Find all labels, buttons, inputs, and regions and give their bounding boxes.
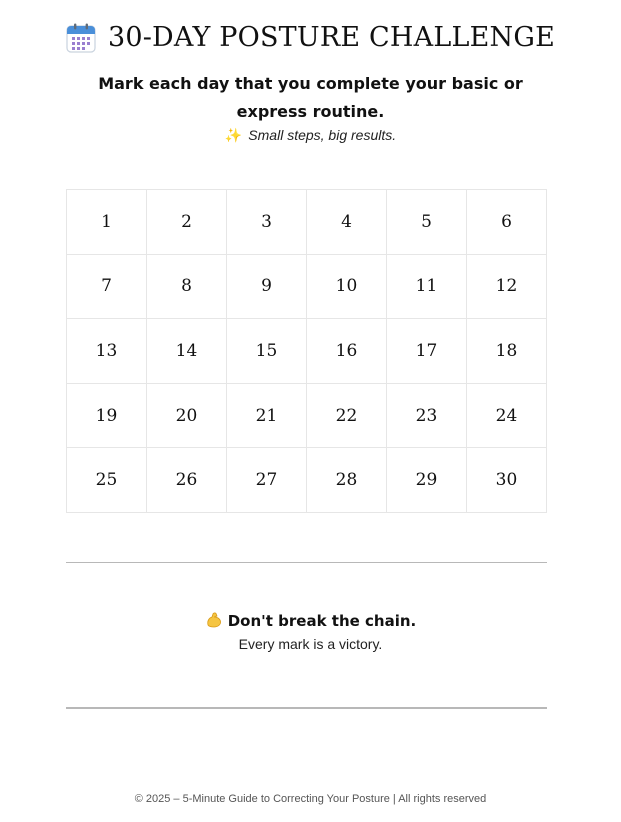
day-cell[interactable]: 21 bbox=[227, 383, 307, 448]
day-cell[interactable]: 16 bbox=[307, 319, 387, 384]
day-cell[interactable]: 4 bbox=[307, 190, 387, 255]
grid-row bbox=[67, 190, 547, 255]
page-title: 30-DAY POSTURE CHALLENGE bbox=[107, 22, 556, 53]
day-cell[interactable]: 9 bbox=[227, 254, 307, 319]
day-cell[interactable]: 13 bbox=[67, 319, 147, 384]
grid-row bbox=[67, 319, 547, 384]
day-cell[interactable]: 26 bbox=[147, 448, 227, 513]
day-tracker-grid bbox=[66, 189, 547, 513]
day-cell[interactable]: 25 bbox=[67, 448, 147, 513]
grid-row bbox=[67, 383, 547, 448]
tagline-text: Small steps, big results. bbox=[248, 127, 397, 143]
day-cell[interactable]: 28 bbox=[307, 448, 387, 513]
day-cell[interactable]: 11 bbox=[387, 254, 467, 319]
chain-heading bbox=[0, 611, 621, 630]
day-cell[interactable]: 10 bbox=[307, 254, 387, 319]
day-cell[interactable]: 8 bbox=[147, 254, 227, 319]
chain-heading-text: Don't break the chain. bbox=[227, 612, 417, 630]
calendar-icon bbox=[66, 23, 96, 53]
day-cell[interactable]: 18 bbox=[467, 319, 547, 384]
day-cell[interactable]: 17 bbox=[387, 319, 467, 384]
day-cell[interactable]: 23 bbox=[387, 383, 467, 448]
day-cell[interactable]: 1 bbox=[67, 190, 147, 255]
day-cell[interactable]: 3 bbox=[227, 190, 307, 255]
day-cell[interactable]: 20 bbox=[147, 383, 227, 448]
day-cell[interactable]: 29 bbox=[387, 448, 467, 513]
title-row bbox=[0, 22, 621, 53]
tagline bbox=[0, 127, 621, 144]
day-cell[interactable]: 5 bbox=[387, 190, 467, 255]
flexed-biceps-icon bbox=[205, 611, 223, 629]
day-cell[interactable]: 27 bbox=[227, 448, 307, 513]
grid-row bbox=[67, 254, 547, 319]
day-cell[interactable]: 14 bbox=[147, 319, 227, 384]
footer-copyright: © 2025 – 5-Minute Guide to Correcting Your Posture | All rights reserved bbox=[134, 793, 487, 805]
day-cell[interactable]: 7 bbox=[67, 254, 147, 319]
divider-top bbox=[66, 562, 547, 563]
day-cell[interactable]: 6 bbox=[467, 190, 547, 255]
instructions-text: Mark each day that you complete your basic or express routine. bbox=[98, 74, 523, 121]
day-cell[interactable]: 15 bbox=[227, 319, 307, 384]
divider-bottom bbox=[66, 707, 547, 709]
sparkles-icon: ✨ bbox=[224, 127, 243, 143]
victory-text: Every mark is a victory. bbox=[238, 636, 383, 652]
day-cell[interactable]: 30 bbox=[467, 448, 547, 513]
day-cell[interactable]: 22 bbox=[307, 383, 387, 448]
day-cell[interactable]: 2 bbox=[147, 190, 227, 255]
day-cell[interactable]: 24 bbox=[467, 383, 547, 448]
day-cell[interactable]: 19 bbox=[67, 383, 147, 448]
day-cell[interactable]: 12 bbox=[467, 254, 547, 319]
grid-row bbox=[67, 448, 547, 513]
